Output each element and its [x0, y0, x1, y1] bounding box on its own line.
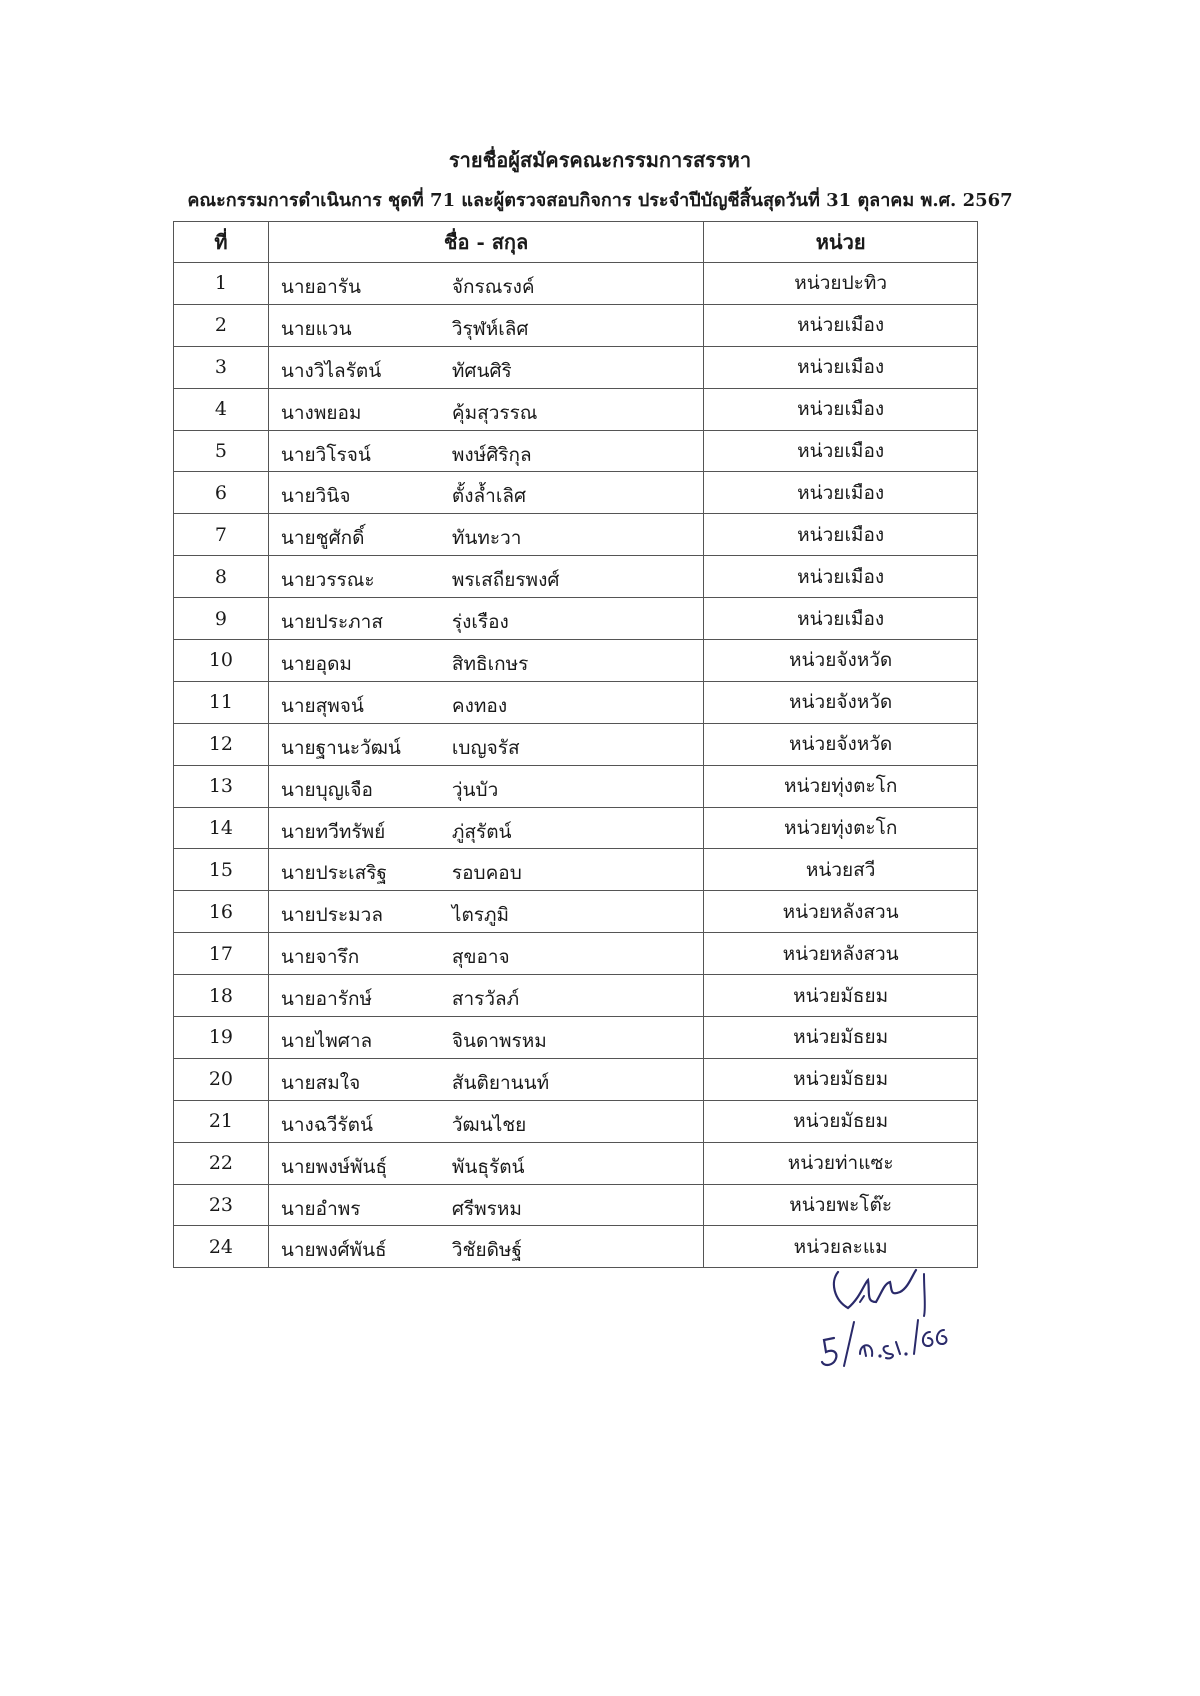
- unit-cell: หน่วยเมือง: [704, 388, 978, 430]
- name-cell: [268, 640, 703, 682]
- name-cell: [268, 1100, 703, 1142]
- last-name: ทัศนศิริ: [451, 359, 512, 382]
- table-row: [174, 388, 978, 430]
- last-name: พันธุรัตน์: [451, 1155, 525, 1178]
- unit-cell: หน่วยจังหวัด: [704, 723, 978, 765]
- row-number: 22: [174, 1142, 269, 1184]
- last-name: เบญจรัส: [451, 736, 520, 759]
- name-cell: [268, 1142, 703, 1184]
- table-row: [174, 723, 978, 765]
- row-number: 9: [174, 598, 269, 640]
- first-name: นายประเสริฐ: [280, 862, 387, 885]
- last-name: คุ้มสุวรรณ: [451, 401, 538, 424]
- table-row: [174, 681, 978, 723]
- row-number: 13: [174, 765, 269, 807]
- table-row: [174, 849, 978, 891]
- unit-cell: หน่วยเมือง: [704, 304, 978, 346]
- first-name: นายฐานะวัฒน์: [280, 736, 401, 759]
- first-name: นายพงศ์พันธ์: [280, 1239, 387, 1262]
- first-name: นายจารึก: [280, 946, 360, 969]
- row-number: 7: [174, 514, 269, 556]
- unit-cell: หน่วยหลังสวน: [704, 891, 978, 933]
- unit-cell: หน่วยจังหวัด: [704, 640, 978, 682]
- first-name: นายอุดม: [280, 653, 352, 676]
- first-name: นายอำพร: [280, 1197, 361, 1220]
- unit-cell: หน่วยมัธยม: [704, 975, 978, 1017]
- name-cell: [268, 304, 703, 346]
- name-cell: [268, 849, 703, 891]
- last-name: สันติยานนท์: [451, 1071, 550, 1094]
- unit-cell: หน่วยมัธยม: [704, 1100, 978, 1142]
- signature-date-note: [822, 1320, 947, 1366]
- name-cell: [268, 514, 703, 556]
- table-row: [174, 430, 978, 472]
- name-cell: [268, 807, 703, 849]
- first-name: นายชูศักดิ์: [280, 527, 365, 550]
- first-name: นางพยอม: [280, 401, 362, 424]
- name-cell: [268, 388, 703, 430]
- unit-cell: หน่วยท่าแซะ: [704, 1142, 978, 1184]
- name-cell: [268, 556, 703, 598]
- unit-cell: หน่วยเมือง: [704, 472, 978, 514]
- unit-cell: หน่วยทุ่งตะโก: [704, 765, 978, 807]
- last-name: ตั้งล้ำเลิศ: [451, 485, 527, 508]
- document-title: รายชื่อผู้สมัครคณะกรรมการสรรหา: [448, 148, 752, 172]
- last-name: สุขอาจ: [451, 946, 510, 969]
- row-number: 24: [174, 1226, 269, 1268]
- table-row: [174, 640, 978, 682]
- table-row: [174, 263, 978, 305]
- last-name: ภู่สุรัตน์: [451, 820, 512, 843]
- name-cell: [268, 263, 703, 305]
- unit-cell: หน่วยทุ่งตะโก: [704, 807, 978, 849]
- unit-cell: หน่วยสวี: [704, 849, 978, 891]
- first-name: นายอารัน: [280, 276, 361, 298]
- first-name: นายไพศาล: [280, 1030, 373, 1053]
- table-row: [174, 1142, 978, 1184]
- first-name: นายทวีทรัพย์: [280, 820, 386, 843]
- name-cell: [268, 1017, 703, 1059]
- row-number: 16: [174, 891, 269, 933]
- table-row: [174, 514, 978, 556]
- unit-cell: หน่วยเมือง: [704, 514, 978, 556]
- row-number: 18: [174, 975, 269, 1017]
- last-name: คงทอง: [451, 694, 508, 717]
- last-name: วิรุฬห์เลิศ: [451, 317, 529, 340]
- table-row: [174, 765, 978, 807]
- name-cell: [268, 430, 703, 472]
- first-name: นายวรรณะ: [280, 569, 375, 592]
- name-cell: [268, 765, 703, 807]
- last-name: สิทธิเกษร: [451, 653, 529, 676]
- name-cell: [268, 1184, 703, 1226]
- table-header-row: [174, 222, 978, 263]
- table-row: [174, 556, 978, 598]
- table-row: [174, 1017, 978, 1059]
- row-number: 8: [174, 556, 269, 598]
- name-cell: [268, 472, 703, 514]
- last-name: วุ่นบัว: [451, 778, 499, 801]
- name-cell: [268, 891, 703, 933]
- last-name: วัฒนไชย: [451, 1113, 527, 1136]
- row-number: 14: [174, 807, 269, 849]
- column-header-unit: หน่วย: [704, 222, 978, 263]
- column-header-name: ชื่อ - สกุล: [268, 222, 703, 263]
- unit-cell: หน่วยเมือง: [704, 346, 978, 388]
- first-name: นางวิไลรัตน์: [280, 359, 382, 382]
- first-name: นายสุพจน์: [280, 694, 364, 717]
- row-number: 11: [174, 681, 269, 723]
- last-name: พรเสถียรพงศ์: [451, 569, 560, 592]
- first-name: นายสมใจ: [280, 1071, 361, 1094]
- table-row: [174, 598, 978, 640]
- unit-cell: หน่วยหลังสวน: [704, 933, 978, 975]
- last-name: จินดาพรหม: [451, 1030, 547, 1053]
- table-row: [174, 933, 978, 975]
- row-number: 2: [174, 304, 269, 346]
- row-number: 21: [174, 1100, 269, 1142]
- table-row: [174, 472, 978, 514]
- table-row: [174, 346, 978, 388]
- first-name: นายประภาส: [280, 611, 383, 634]
- last-name: สารวัลภ์: [451, 988, 520, 1011]
- row-number: 19: [174, 1017, 269, 1059]
- table-row: [174, 891, 978, 933]
- unit-cell: หน่วยเมือง: [704, 598, 978, 640]
- name-cell: [268, 975, 703, 1017]
- last-name: จักรณรงค์: [451, 276, 535, 298]
- name-cell: [268, 681, 703, 723]
- unit-cell: หน่วยปะทิว: [704, 263, 978, 305]
- column-header-number: ที่: [174, 222, 269, 263]
- first-name: นางฉวีรัตน์: [280, 1113, 373, 1136]
- row-number: 23: [174, 1184, 269, 1226]
- name-cell: [268, 1058, 703, 1100]
- last-name: วิชัยดิษฐ์: [451, 1239, 522, 1262]
- table-row: [174, 1100, 978, 1142]
- document-subtitle: คณะกรรมการดำเนินการ ชุดที่ 71 และผู้ตรวจสอบกิจการ ประจำปีบัญชีสิ้นสุดวันที่ 31 ตุลาคม พ.ศ. 2567: [187, 190, 1013, 211]
- row-number: 3: [174, 346, 269, 388]
- name-cell: [268, 723, 703, 765]
- first-name: นายวิโรจน์: [280, 443, 371, 466]
- name-cell: [268, 598, 703, 640]
- table-row: [174, 1184, 978, 1226]
- table-row: [174, 1058, 978, 1100]
- row-number: 5: [174, 430, 269, 472]
- row-number: 15: [174, 849, 269, 891]
- candidate-table: [173, 221, 978, 1268]
- unit-cell: หน่วยจังหวัด: [704, 681, 978, 723]
- last-name: ทันทะวา: [451, 527, 522, 550]
- unit-cell: หน่วยมัธยม: [704, 1058, 978, 1100]
- row-number: 10: [174, 640, 269, 682]
- last-name: พงษ์ศิริกุล: [451, 443, 532, 466]
- table-row: [174, 807, 978, 849]
- name-cell: [268, 1226, 703, 1268]
- first-name: นายอารักษ์: [280, 988, 372, 1011]
- last-name: ศรีพรหม: [451, 1197, 522, 1220]
- first-name: นายวินิจ: [280, 485, 351, 508]
- last-name: รุ่งเรือง: [451, 611, 509, 634]
- first-name: นายแวน: [280, 317, 352, 340]
- first-name: นายพงษ์พันธุ์: [280, 1155, 388, 1178]
- row-number: 12: [174, 723, 269, 765]
- first-name: นายบุญเจือ: [280, 778, 373, 801]
- table-row: [174, 975, 978, 1017]
- unit-cell: หน่วยเมือง: [704, 556, 978, 598]
- row-number: 17: [174, 933, 269, 975]
- row-number: 6: [174, 472, 269, 514]
- row-number: 4: [174, 388, 269, 430]
- last-name: รอบคอบ: [451, 862, 522, 885]
- last-name: ไตรภูมิ: [451, 904, 510, 927]
- row-number: 1: [174, 263, 269, 305]
- unit-cell: หน่วยมัธยม: [704, 1017, 978, 1059]
- unit-cell: หน่วยเมือง: [704, 430, 978, 472]
- row-number: 20: [174, 1058, 269, 1100]
- name-cell: [268, 346, 703, 388]
- handwritten-signature: [820, 1262, 990, 1377]
- first-name: นายประมวล: [280, 904, 383, 927]
- unit-cell: หน่วยละแม: [704, 1226, 978, 1268]
- unit-cell: หน่วยพะโต๊ะ: [704, 1184, 978, 1226]
- table-row: [174, 304, 978, 346]
- name-cell: [268, 933, 703, 975]
